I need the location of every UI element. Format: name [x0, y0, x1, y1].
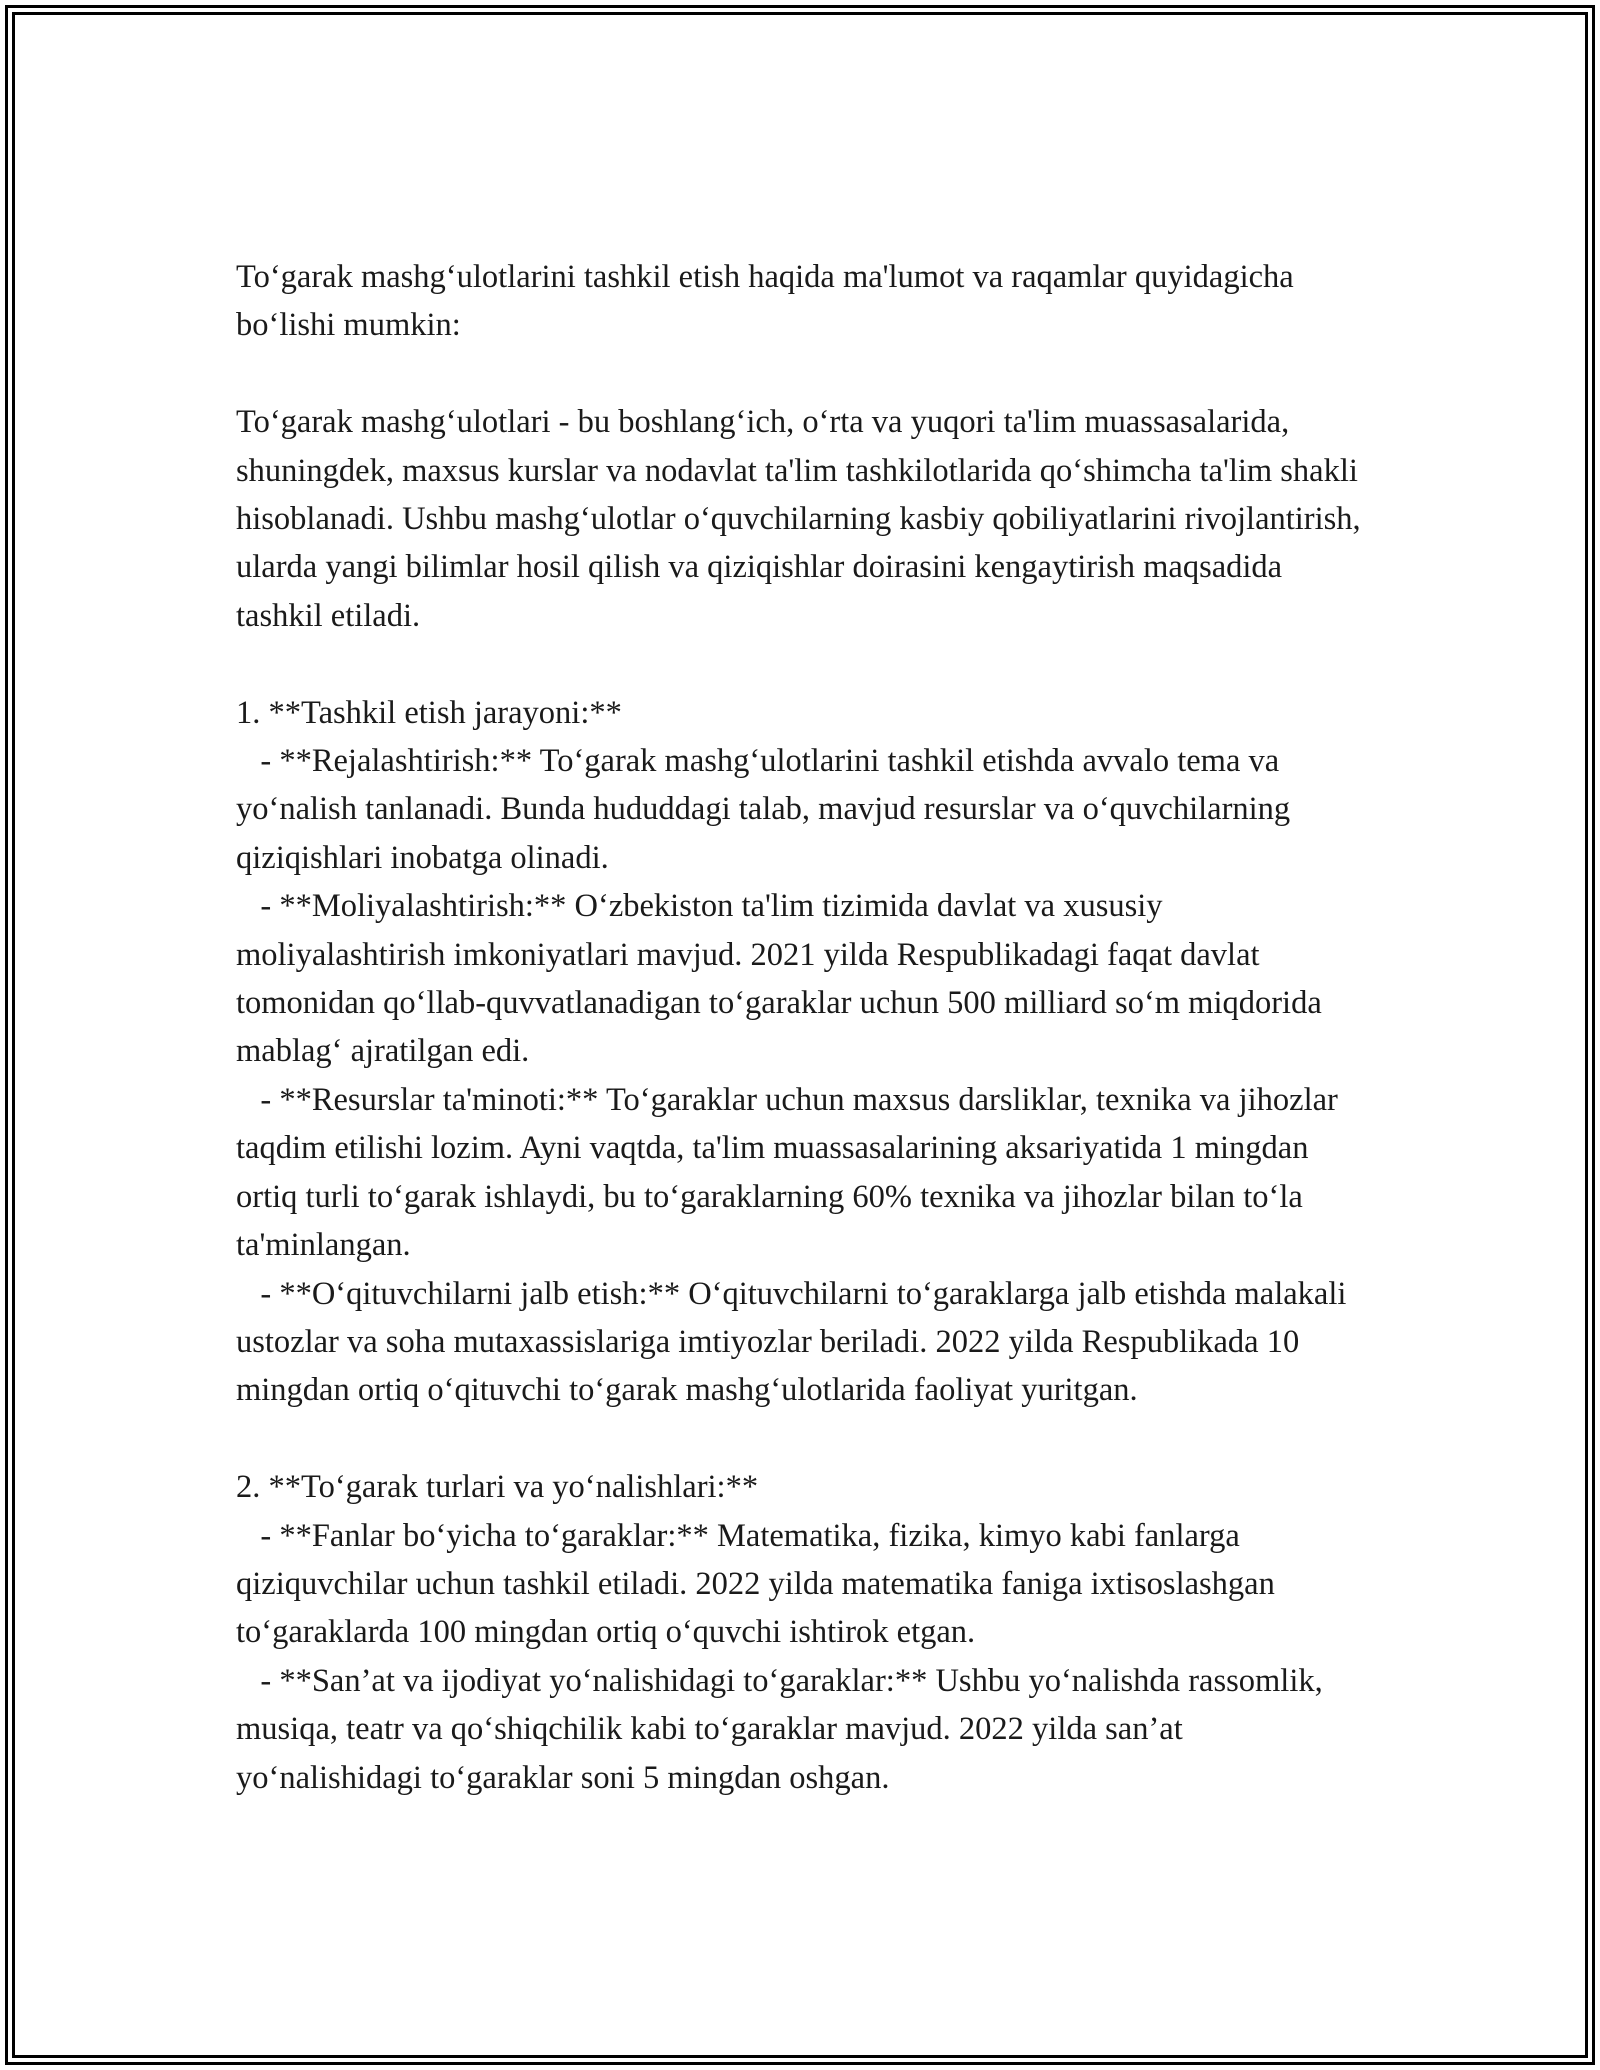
- list-item: - **Rejalashtirish:** To‘garak mashg‘ulotlarini tashkil etishda avvalo tema va yo‘nalish tanlanadi. Bunda hududdagi talab, mavjud resurslar va o‘quvchilarning qiziqishlari inobatga olinadi.: [236, 743, 1299, 876]
- section-organization: [236, 689, 1376, 1415]
- intro-paragraph: To‘garak mashg‘ulotlarini tashkil etish haqida ma'lumot va raqamlar quyidagicha bo‘lishi mumkin:: [236, 259, 1302, 344]
- section-heading: 2. **To‘garak turlari va yo‘nalishlari:**: [236, 1469, 759, 1506]
- paragraph-gap: [236, 640, 1376, 688]
- list-item: - **Resurslar ta'minoti:** To‘garaklar uchun maxsus darsliklar, texnika va jihozlar taqdim etilishi lozim. Ayni vaqtda, ta'lim muassasalarining aksariyatida 1 mingdan ortiq turli to‘garak ishlaydi, bu to‘garaklarning 60% texnika va jihozlar bilan to‘la ta'minlangan.: [236, 1081, 1346, 1264]
- list-item: - **O‘qituvchilarni jalb etish:** O‘qituvchilarni to‘garaklarga jalb etishda malakali ustozlar va soha mutaxassislariga imtiyozlar beriladi. 2022 yilda Respublikada 10 mingdan ortiq o‘qituvchi to‘garak mashg‘ulotlarida faoliyat yuritgan.: [236, 1275, 1355, 1409]
- paragraph-gap: [236, 350, 1376, 398]
- section-heading: 1. **Tashkil etish jarayoni:**: [236, 694, 622, 731]
- paragraph-gap: [236, 1415, 1376, 1463]
- overview-paragraph: To‘garak mashg‘ulotlari - bu boshlang‘ich, o‘rta va yuqori ta'lim muassasalarida, shuningdek, maxsus kurslar va nodavlat ta'lim tashkilotlarida qo‘shimcha ta'lim shakli hisoblanadi. Ushbu mashg‘ulotlar o‘quvchilarning kasbiy qobiliyatlarini rivojlantirish, ularda yangi bilimlar hosil qilish va qiziqishlar doirasini kengaytirish maqsadida tashkil etiladi.: [236, 404, 1369, 634]
- list-item: - **Moliyalashtirish:** O‘zbekiston ta'lim tizimida davlat va xususiy moliyalashtirish imkoniyatlari mavjud. 2021 yilda Respublikadagi faqat davlat tomonidan qo‘llab-quvvatlanadigan to‘garaklar uchun 500 milliard so‘m miqdorida mablag‘ ajratilgan edi.: [236, 888, 1330, 1070]
- document-body: [236, 253, 1376, 1802]
- list-item: - **Fanlar bo‘yicha to‘garaklar:** Matematika, fizika, kimyo kabi fanlarga qiziquvchilar uchun tashkil etiladi. 2022 yilda matematika faniga ixtisoslashgan to‘garaklarda 100 mingdan ortiq o‘quvchi ishtirok etgan.: [236, 1517, 1283, 1651]
- section-types: [236, 1463, 1376, 1802]
- list-item: - **San’at va ijodiyat yo‘nalishidagi to‘garaklar:** Ushbu yo‘nalishda rassomlik, musiqa, teatr va qo‘shiqchilik kabi to‘garaklar mavjud. 2022 yilda san’at yo‘nalishidagi to‘garaklar soni 5 mingdan oshgan.: [236, 1662, 1331, 1796]
